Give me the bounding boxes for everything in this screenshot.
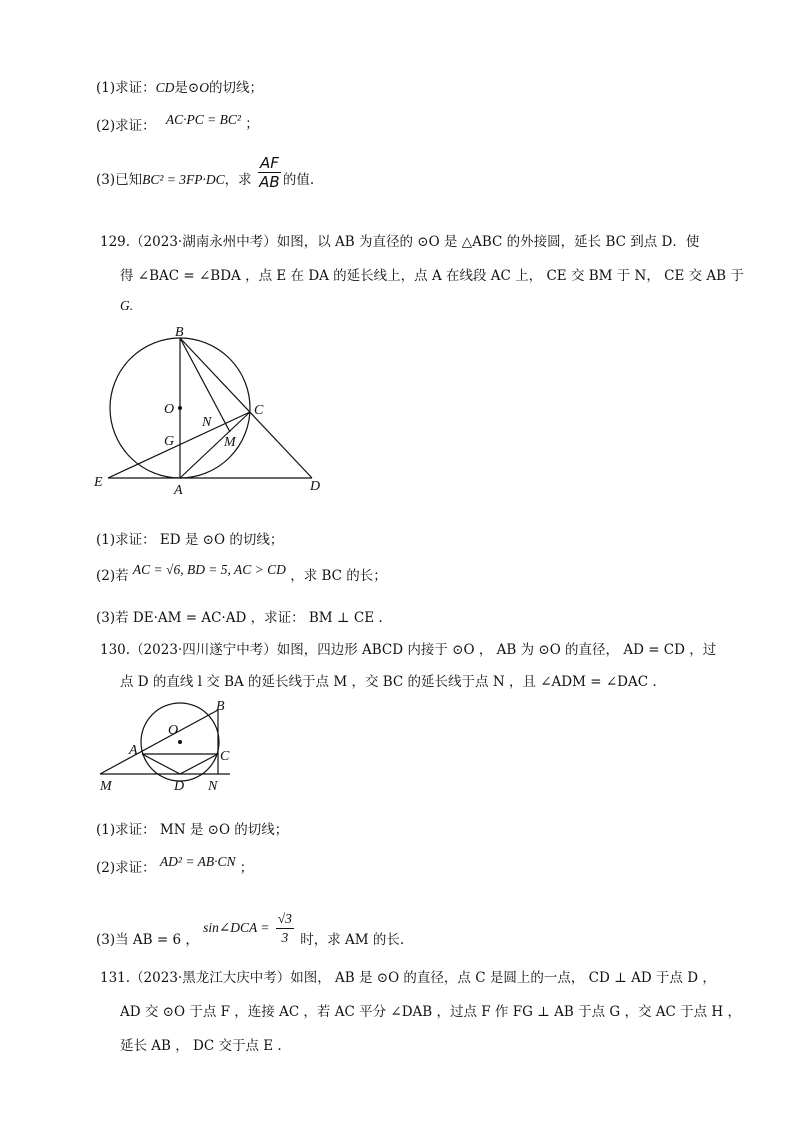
- p129-label-o: O: [164, 402, 175, 417]
- p128-q3-fraction: $\frac{AF}{AB}$: [259, 154, 280, 191]
- p130-point-o: [178, 740, 182, 744]
- p130-label-m: M: [100, 779, 112, 794]
- p130-q1: (1)求证： MN 是 ⊙O 的切线；: [96, 822, 289, 838]
- p130-stem-line2: 点 D 的直线 l 交 BA 的延长线于点 M ，交 BC 的延长线于点 N ，且 ∠ADM = ∠DAC .: [120, 674, 657, 690]
- p129-figure: [90, 322, 330, 497]
- p129-label-e: E: [94, 475, 103, 490]
- p129-label-m: M: [224, 435, 236, 450]
- p129-stem-line1: 129.（2023·湖南永州中考）如图，以 AB 为直径的 ⊙O 是 △ABC 的外接圆，延长 BC 到点 D．使: [100, 234, 700, 250]
- p130-q2: (2)求证： AD² = AB·CN ；: [96, 854, 254, 876]
- p130-line-mb: [100, 710, 218, 774]
- p129-point-o: [178, 406, 182, 410]
- p129-q1: (1)求证： ED 是 ⊙O 的切线；: [96, 532, 284, 548]
- p129-q3: (3)若 DE·AM = AC·AD ，求证： BM ⊥ CE .: [96, 610, 383, 626]
- p129-label-n: N: [202, 415, 212, 430]
- p129-label-a: A: [174, 483, 183, 497]
- p129-segment-bd: [180, 338, 312, 478]
- p130-label-b: B: [216, 699, 225, 714]
- p129-label-g: G: [164, 434, 175, 449]
- p130-figure: [96, 698, 236, 794]
- p130-stem-line1: 130.（2023·四川遂宁中考）如图，四边形 ABCD 内接于 ⊙O ， AB 为 ⊙O 的直径， AD = CD ，过: [100, 642, 717, 658]
- p130-label-d: D: [174, 779, 185, 794]
- p129-label-c: C: [254, 403, 264, 418]
- p129-label-b: B: [175, 325, 184, 340]
- p131-stem-line2: AD 交 ⊙O 于点 F ，连接 AC ，若 AC 平分 ∠DAB ，过点 F 作 FG ⊥ AB 于点 G ，交 AC 于点 H ，: [120, 1004, 741, 1020]
- p128-q3: (3)已知BC² = 3FP·DC，求 $\frac{AF}{AB}$ 的值.: [96, 154, 315, 191]
- p129-q2: (2)若 AC = √6, BD = 5, AC > CD ，求 BC 的长；: [96, 562, 387, 584]
- p130-label-a: A: [129, 743, 138, 758]
- p129-stem-line2: 得 ∠BAC = ∠BDA ，点 E 在 DA 的延长线上，点 A 在线段 AC 上， CE 交 BM 于 N， CE 交 AB 于: [120, 268, 744, 284]
- p130-q3: (3)当 AB = 6 ， sin∠DCA = $\frac{√3}{3}$ 时，求 AM 的长.: [96, 911, 405, 948]
- p128-q2: (2)求证： AC·PC = BC² ；: [96, 112, 259, 134]
- p131-stem-line1: 131.（2023·黑龙江大庆中考）如图， AB 是 ⊙O 的直径，点 C 是圆上的一点， CD ⊥ AD 于点 D ，: [100, 970, 716, 986]
- p130-label-c: C: [220, 749, 230, 764]
- p128-q1: (1)求证：CD是⊙O的切线；: [96, 80, 263, 96]
- p129-label-d: D: [310, 479, 321, 494]
- p130-label-n: N: [208, 779, 218, 794]
- p130-label-o: O: [168, 723, 179, 738]
- p130-q3-fraction: $\frac{√3}{3}$: [277, 911, 292, 945]
- p131-stem-line3: 延长 AB ， DC 交于点 E .: [120, 1038, 282, 1054]
- p129-stem-line3: G.: [120, 298, 134, 313]
